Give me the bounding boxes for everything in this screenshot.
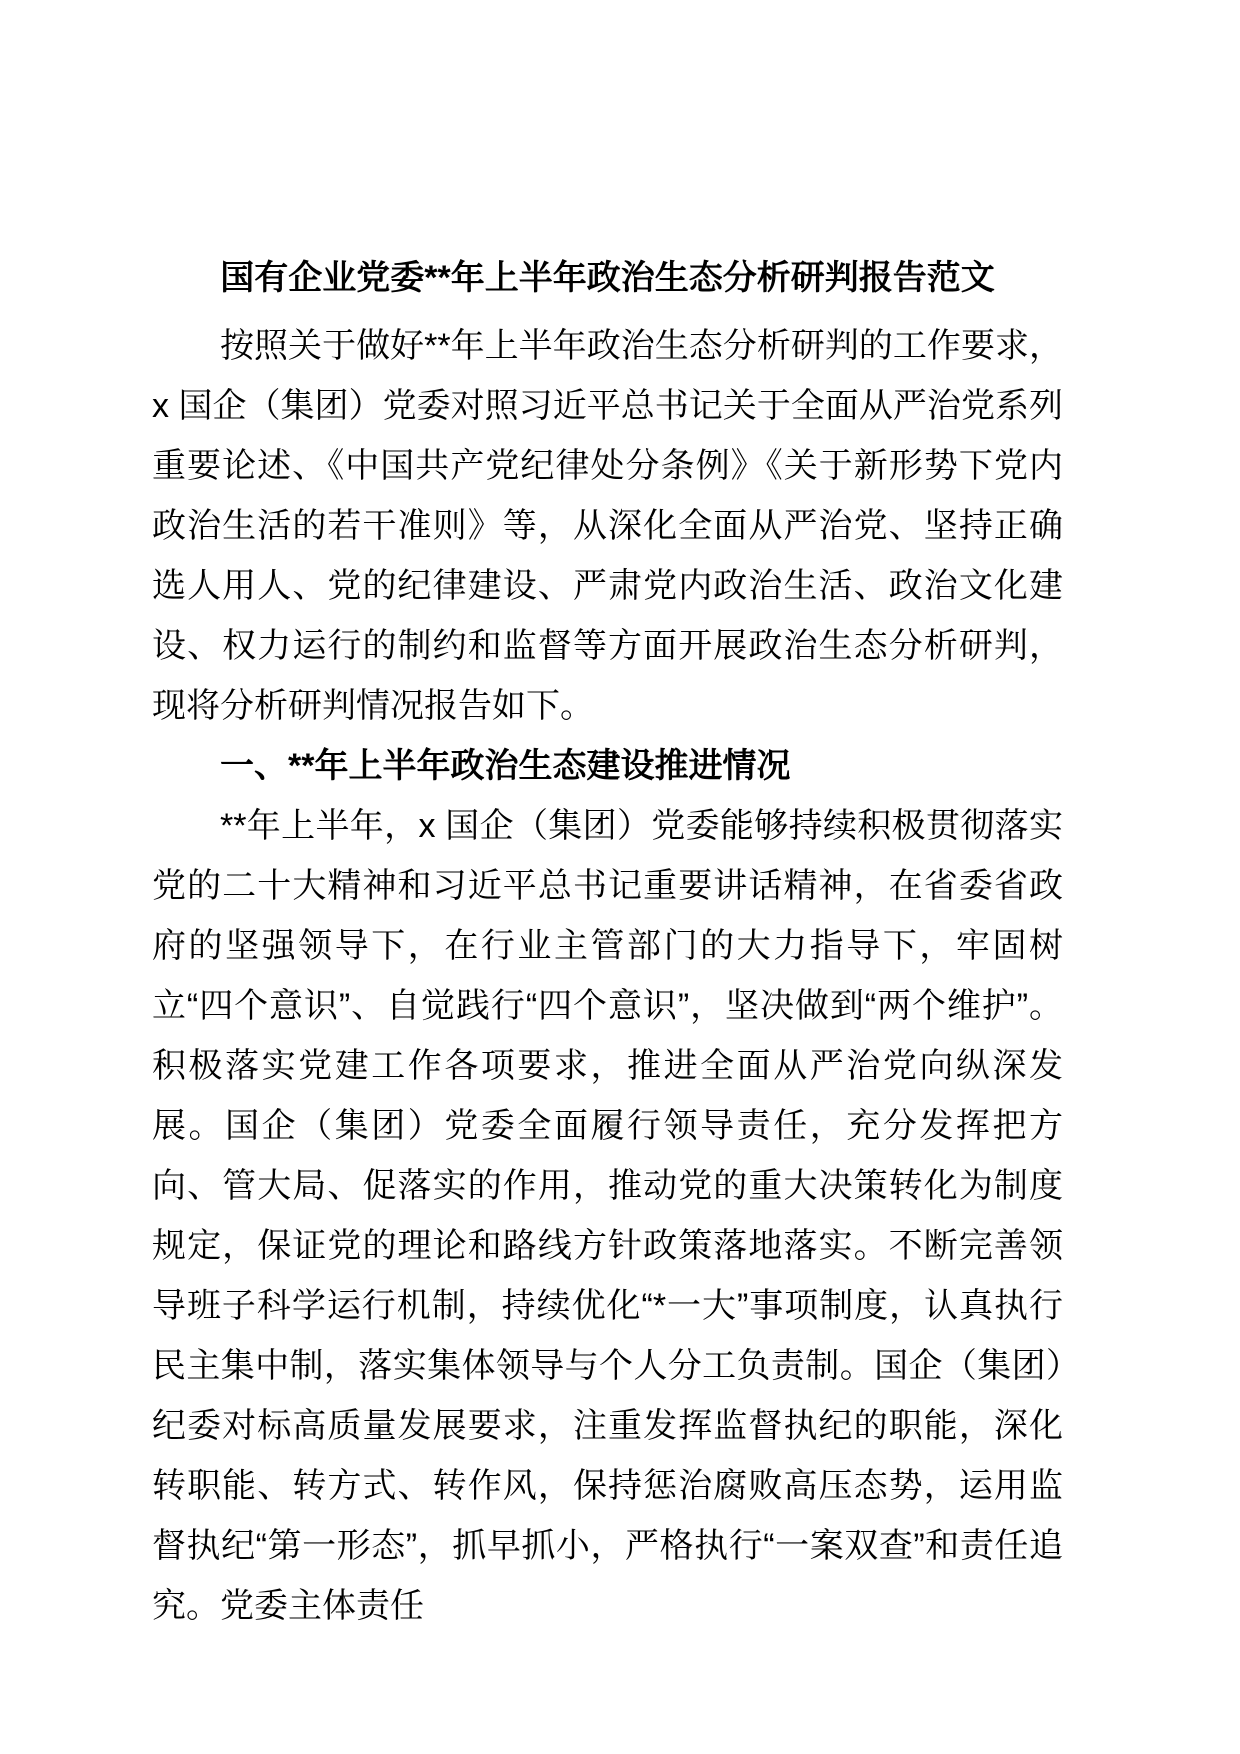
paragraph-section-1-body: **年上半年，x 国企（集团）党委能够持续积极贯彻落实党的二十大精神和习近平总书记重要讲话精神，在省委省政府的坚强领导下，在行业主管部门的大力指导下，牢固树立“四个意识”、自觉践行“四个意识”，坚决做到“两个维护”。积极落实党建工作各项要求，推进全面从严治党向纵深发展。国企（集团）党委全面履行领导责任，充分发挥把方向、管大局、促落实的作用，推动党的重大决策转化为制度规定，保证党的理论和路线方针政策落地落实。不断完善领导班子科学运行机制，持续优化“*一大”事项制度，认真执行民主集中制，落实集体领导与个人分工负责制。国企（集团）纪委对标高质量发展要求，注重发挥监督执纪的职能，深化转职能、转方式、转作风，保持惩治腐败高压态势，运用监督执纪“第一形态”，抓早抓小，严格执行“一案双查”和责任追究。党委主体责任 (152, 807, 1063, 1625)
document-content (152, 248, 1063, 1636)
paragraph-intro: 按照关于做好**年上半年政治生态分析研判的工作要求，x 国企（集团）党委对照习近平总书记关于全面从严治党系列重要论述、《中国共产党纪律处分条例》《关于新形势下党内政治生活的若干准则》等，从深化全面从严治党、坚持正确选人用人、党的纪律建设、严肃党内政治生活、政治文化建设、权力运行的制约和监督等方面开展政治生态分析研判，现将分析研判情况报告如下。 (152, 327, 1063, 725)
section-heading-1: 一、**年上半年政治生态建设推进情况 (220, 747, 791, 785)
document-title: 国有企业党委**年上半年政治生态分析研判报告范文 (220, 259, 995, 297)
